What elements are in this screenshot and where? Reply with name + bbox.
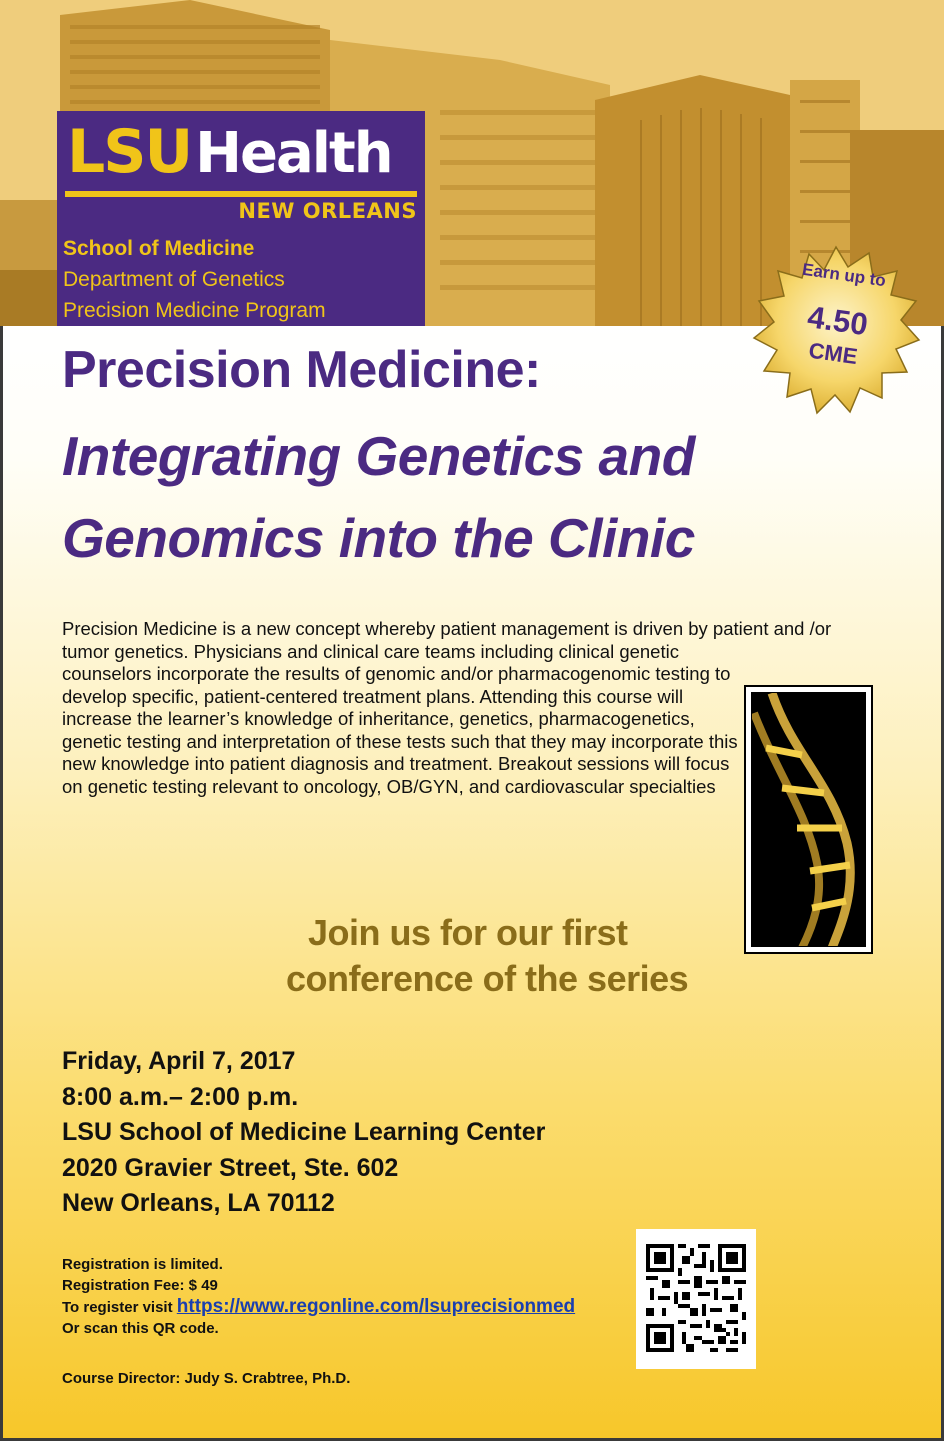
qr-code-icon (646, 1243, 746, 1353)
event-time: 8:00 a.m.– 2:00 p.m. (62, 1082, 299, 1111)
event-venue: LSU School of Medicine Learning Center (62, 1118, 546, 1146)
registration-visit-prefix: To register visit (62, 1299, 177, 1316)
registration-link[interactable]: https://www.regonline.com/lsuprecisionmed (176, 1296, 576, 1317)
dna-helix-icon (752, 693, 866, 947)
lsu-health-logo (57, 111, 425, 326)
logo-wordmark (67, 117, 392, 187)
badge-top-text: Earn up to (801, 259, 888, 291)
qr-code[interactable] (636, 1229, 756, 1369)
event-city: New Orleans, LA 70112 (62, 1189, 335, 1217)
join-line-1: Join us for our first (308, 912, 628, 953)
department-name: Department of Genetics (63, 268, 285, 291)
logo-lsu: LSU (67, 117, 192, 187)
event-date: Friday, April 7, 2017 (62, 1047, 296, 1075)
registration-info (62, 1254, 575, 1339)
registration-fee: Registration Fee: $ 49 (62, 1277, 218, 1294)
title-line-1: Precision Medicine: (62, 341, 541, 399)
registration-limited: Registration is limited. (62, 1256, 223, 1273)
join-line-2: conference of the series (286, 958, 689, 999)
title-line-3: Genomics into the Clinic (62, 507, 695, 569)
dna-helix-image (751, 692, 866, 947)
logo-health: Health (195, 121, 392, 186)
registration-scan: Or scan this QR code. (62, 1320, 219, 1337)
intro-paragraph-rest: counselors incorporate the results of genomic and/or pharmacogenomic testing to develop specific, patient-centered treatment plans. Attending this course will increase the learner’s knowledge of inheritance, genetics, pharmacogenetics, genetic testing and interpretation of these tests such that they may incorporate this new knowledge into patient diagnosis and treatment. Breakout sessions will focus on genetic testing relevant to oncology, OB/GYN, and cardiovascular specialties (62, 663, 738, 797)
logo-city: NEW ORLEANS (238, 199, 417, 223)
registration-visit (62, 1296, 575, 1318)
event-details (62, 1044, 545, 1222)
cme-badge (740, 234, 933, 431)
badge-value: 4.50 (805, 299, 870, 343)
intro-paragraph-start: Precision Medicine is a new concept whereby patient management is driven by patient and /or tumor genetics. Physicians and clinical care teams including clinical genetic (62, 618, 832, 662)
dna-image-frame (744, 685, 873, 954)
logo-underline (65, 191, 417, 197)
department-lines (63, 233, 326, 326)
badge-unit: CME (807, 337, 860, 370)
course-director: Course Director: Judy S. Crabtree, Ph.D. (62, 1370, 351, 1387)
event-street: 2020 Gravier Street, Ste. 602 (62, 1153, 399, 1182)
title-line-2: Integrating Genetics and (62, 425, 695, 487)
program-name: Precision Medicine Program (63, 299, 326, 322)
school-name: School of Medicine (63, 237, 255, 260)
